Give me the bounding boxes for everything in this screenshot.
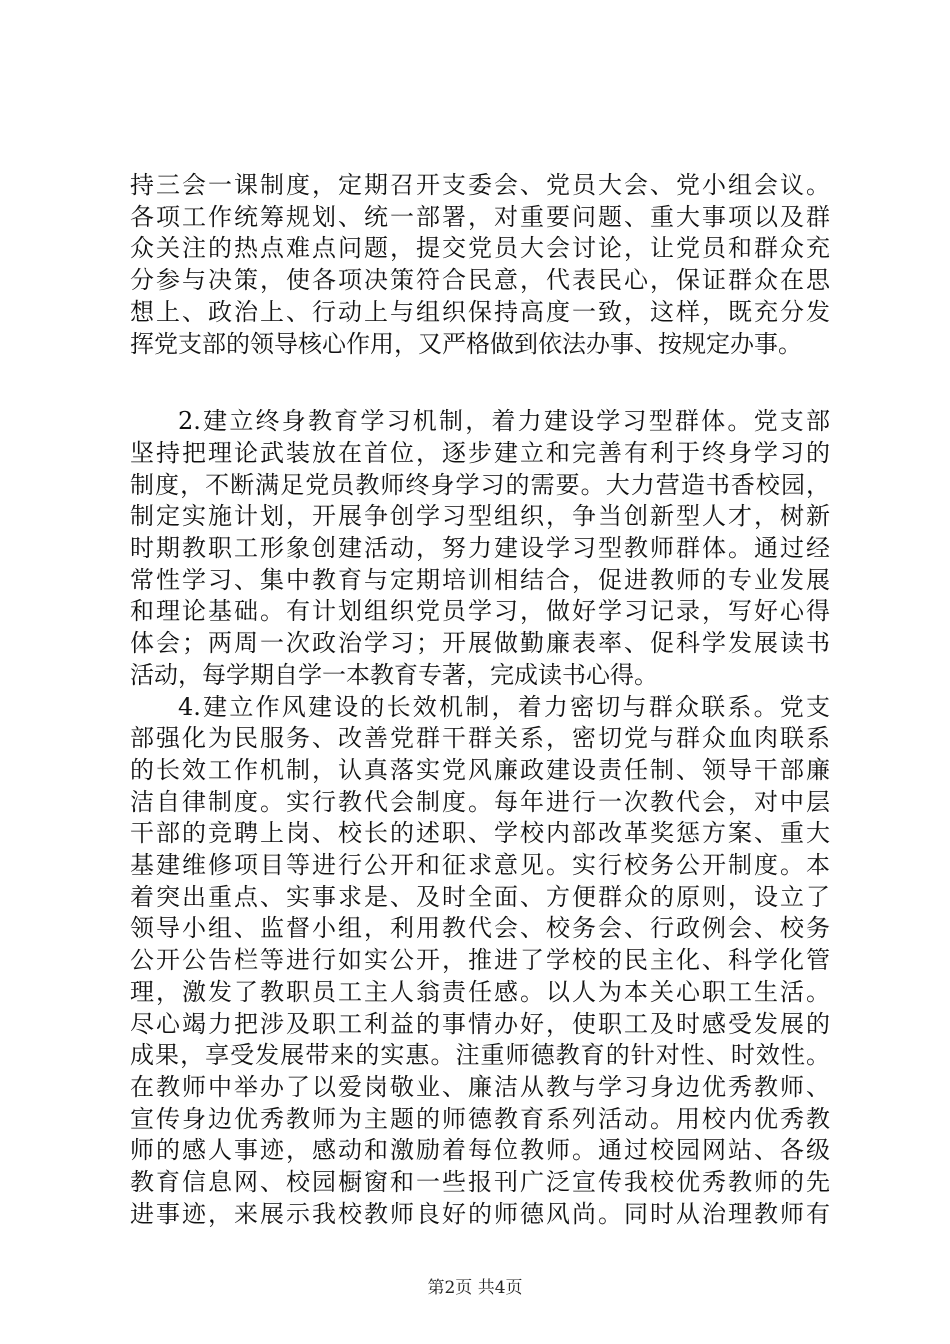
paragraph-3 [130, 692, 830, 1231]
text-line: 活动，每学期自学一本教育专著，完成读书心得。 [130, 660, 658, 689]
text-line: 宣传身边优秀教师为主题的师德教育系列活动。用校内优秀教 [130, 1104, 830, 1133]
text-line: 尽心竭力把涉及职工利益的事情办好，使职工及时感受发展的 [130, 1009, 830, 1038]
text-line: 着突出重点、实事求是、及时全面、方便群众的原则，设立了 [130, 882, 830, 911]
text-line: 领导小组、监督小组，利用教代会、校务会、行政例会、校务 [130, 914, 830, 943]
text-line: 挥党支部的领导核心作用，又严格做到依法办事、按规定办事。 [130, 329, 802, 358]
text-line: 分参与决策，使各项决策符合民意，代表民心，保证群众在思 [130, 266, 830, 295]
text-line: 和理论基础。有计划组织党员学习，做好学习记录，写好心得 [130, 597, 830, 626]
text-line: 2.建立终身教育学习机制，着力建设学习型群体。党支部 [178, 407, 830, 436]
text-line: 众关注的热点难点问题，提交党员大会讨论，让党员和群众充 [130, 234, 830, 263]
text-line: 师的感人事迹，感动和激励着每位教师。通过校园网站、各级 [130, 1136, 830, 1165]
text-line: 持三会一课制度，定期召开支委会、党员大会、党小组会议。 [130, 171, 830, 199]
paragraph-2 [130, 406, 830, 691]
text-line: 4.建立作风建设的长效机制，着力密切与群众联系。党支 [178, 692, 830, 721]
text-line: 制定实施计划，开展争创学习型组织，争当创新型人才，树新 [130, 502, 830, 531]
text-line: 在教师中举办了以爱岗敬业、廉洁从教与学习身边优秀教师、 [130, 1072, 830, 1101]
text-line: 的长效工作机制，认真落实党风廉政建设责任制、领导干部廉 [130, 755, 830, 784]
text-line: 想上、政治上、行动上与组织保持高度一致，这样，既充分发 [130, 297, 830, 326]
text-line: 干部的竞聘上岗、校长的述职、学校内部改革奖惩方案、重大 [130, 819, 830, 848]
text-line: 时期教职工形象创建活动，努力建设学习型教师群体。通过经 [130, 534, 830, 563]
text-line: 进事迹，来展示我校教师良好的师德风尚。同时从治理教师有 [130, 1199, 830, 1228]
text-line: 部强化为民服务、改善党群干群关系，密切党与群众血肉联系 [130, 724, 830, 753]
text-line: 理，激发了教职员工主人翁责任感。以人为本关心职工生活。 [130, 977, 830, 1006]
text-line: 基建维修项目等进行公开和征求意见。实行校务公开制度。本 [130, 851, 830, 880]
text-line: 洁自律制度。实行教代会制度。每年进行一次教代会，对中层 [130, 787, 830, 816]
page-number: 第2页 共4页 [427, 1278, 523, 1298]
body-text [130, 170, 830, 1231]
paragraph-1 [130, 170, 830, 360]
page-footer [0, 1273, 950, 1298]
text-line: 常性学习、集中教育与定期培训相结合，促进教师的专业发展 [130, 565, 830, 594]
text-line: 教育信息网、校园橱窗和一些报刊广泛宣传我校优秀教师的先 [130, 1168, 830, 1197]
paragraph-gap [130, 360, 830, 406]
text-line: 成果，享受发展带来的实惠。注重师德教育的针对性、时效性。 [130, 1041, 830, 1070]
text-line: 体会；两周一次政治学习；开展做勤廉表率、促科学发展读书 [130, 629, 830, 658]
text-line: 公开公告栏等进行如实公开，推进了学校的民主化、科学化管 [130, 946, 830, 975]
text-line: 制度，不断满足党员教师终身学习的需要。大力营造书香校园， [130, 470, 830, 499]
text-line: 坚持把理论武装放在首位，逐步建立和完善有利于终身学习的 [130, 438, 830, 467]
text-line: 各项工作统筹规划、统一部署，对重要问题、重大事项以及群 [130, 202, 830, 231]
